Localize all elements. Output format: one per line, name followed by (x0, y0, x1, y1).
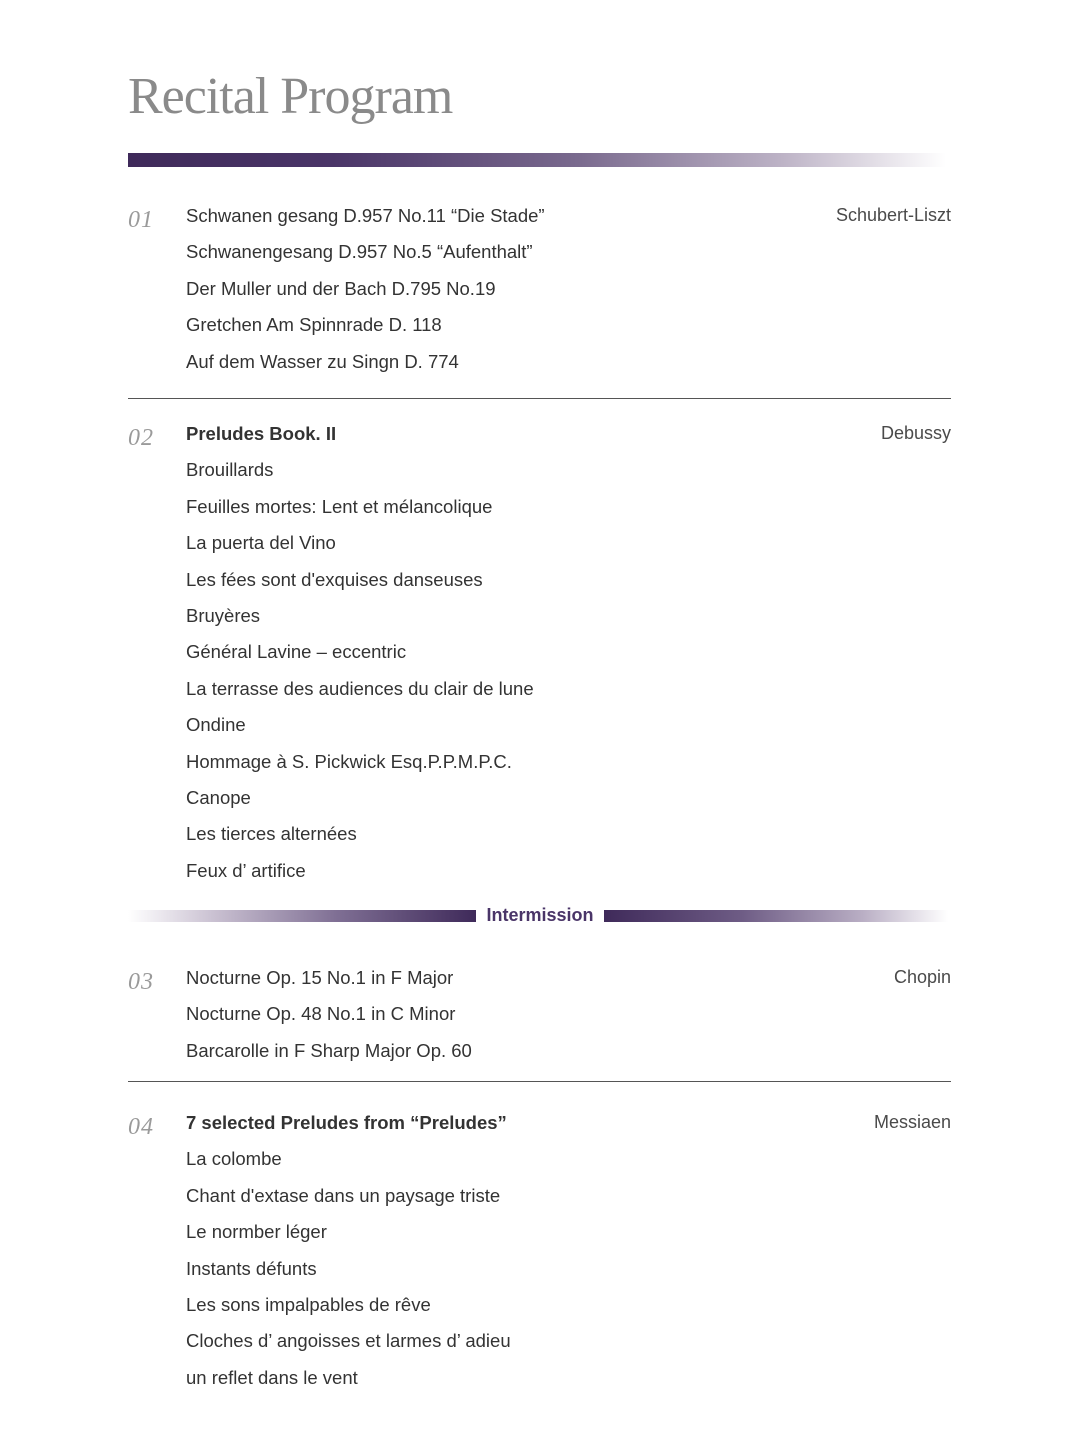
piece-item: Bruyères (186, 604, 261, 626)
piece-item: Ondine (186, 714, 246, 736)
page-title: Recital Program (128, 68, 453, 125)
piece-item: Hommage à S. Pickwick Esq.P.P.M.P.C. (186, 750, 512, 772)
piece-item: Schwanengesang D.957 No.5 “Aufenthalt” (186, 241, 533, 263)
piece-item: La puerta del Vino (186, 532, 336, 554)
composer-name: Messiaen (873, 1112, 951, 1132)
piece-list (186, 1112, 511, 1403)
piece-list (186, 205, 545, 387)
piece-item: Les sons impalpables de rêve (186, 1293, 431, 1315)
piece-item: La colombe (186, 1148, 282, 1170)
composer-name: Chopin (893, 967, 951, 987)
piece-item: Der Muller und der Bach D.795 No.19 (186, 277, 496, 299)
piece-item: Auf dem Wasser zu Singn D. 774 (186, 350, 459, 372)
section-number: 03 (128, 969, 154, 995)
piece-item: Gretchen Am Spinnrade D. 118 (186, 314, 442, 336)
piece-item: Canope (186, 786, 251, 808)
composer-name: Schubert-Liszt (835, 205, 951, 225)
piece-item: Brouillards (186, 459, 274, 481)
section-number: 04 (128, 1114, 154, 1140)
piece-item: Barcarolle in F Sharp Major Op. 60 (186, 1039, 472, 1061)
intermission-divider (128, 903, 951, 927)
section-number: 01 (128, 207, 154, 233)
section-divider (128, 398, 951, 399)
piece-item: Nocturne Op. 48 No.1 in C Minor (186, 1003, 456, 1025)
work-heading: Preludes Book. II (186, 423, 337, 444)
piece-item: Les fées sont d'exquises danseuses (186, 568, 483, 590)
piece-item: Les tierces alternées (186, 823, 357, 845)
intermission-bar-left (128, 910, 476, 922)
section-divider (128, 1081, 951, 1082)
piece-item: Le normber léger (186, 1221, 327, 1243)
piece-item: un reflet dans le vent (186, 1366, 358, 1388)
piece-item: Cloches d’ angoisses et larmes d’ adieu (186, 1330, 511, 1352)
piece-list (186, 967, 472, 1076)
piece-item: Chant d'extase dans un paysage triste (186, 1184, 501, 1206)
piece-item: Schwanen gesang D.957 No.11 “Die Stade” (186, 205, 545, 226)
piece-item: Instants défunts (186, 1257, 317, 1279)
piece-item: Feuilles mortes: Lent et mélancolique (186, 495, 493, 517)
title-gradient-bar (128, 153, 946, 167)
section-number: 02 (128, 425, 154, 451)
piece-list (186, 423, 534, 896)
piece-item: Nocturne Op. 15 No.1 in F Major (186, 967, 454, 988)
intermission-bar-right (604, 910, 948, 922)
piece-item: Feux d’ artifice (186, 859, 306, 881)
piece-item: Général Lavine – eccentric (186, 641, 407, 663)
composer-name: Debussy (880, 423, 951, 443)
piece-item: La terrasse des audiences du clair de lune (186, 677, 534, 699)
intermission-label: Intermission (486, 905, 594, 925)
work-heading: 7 selected Preludes from “Preludes” (186, 1112, 507, 1133)
